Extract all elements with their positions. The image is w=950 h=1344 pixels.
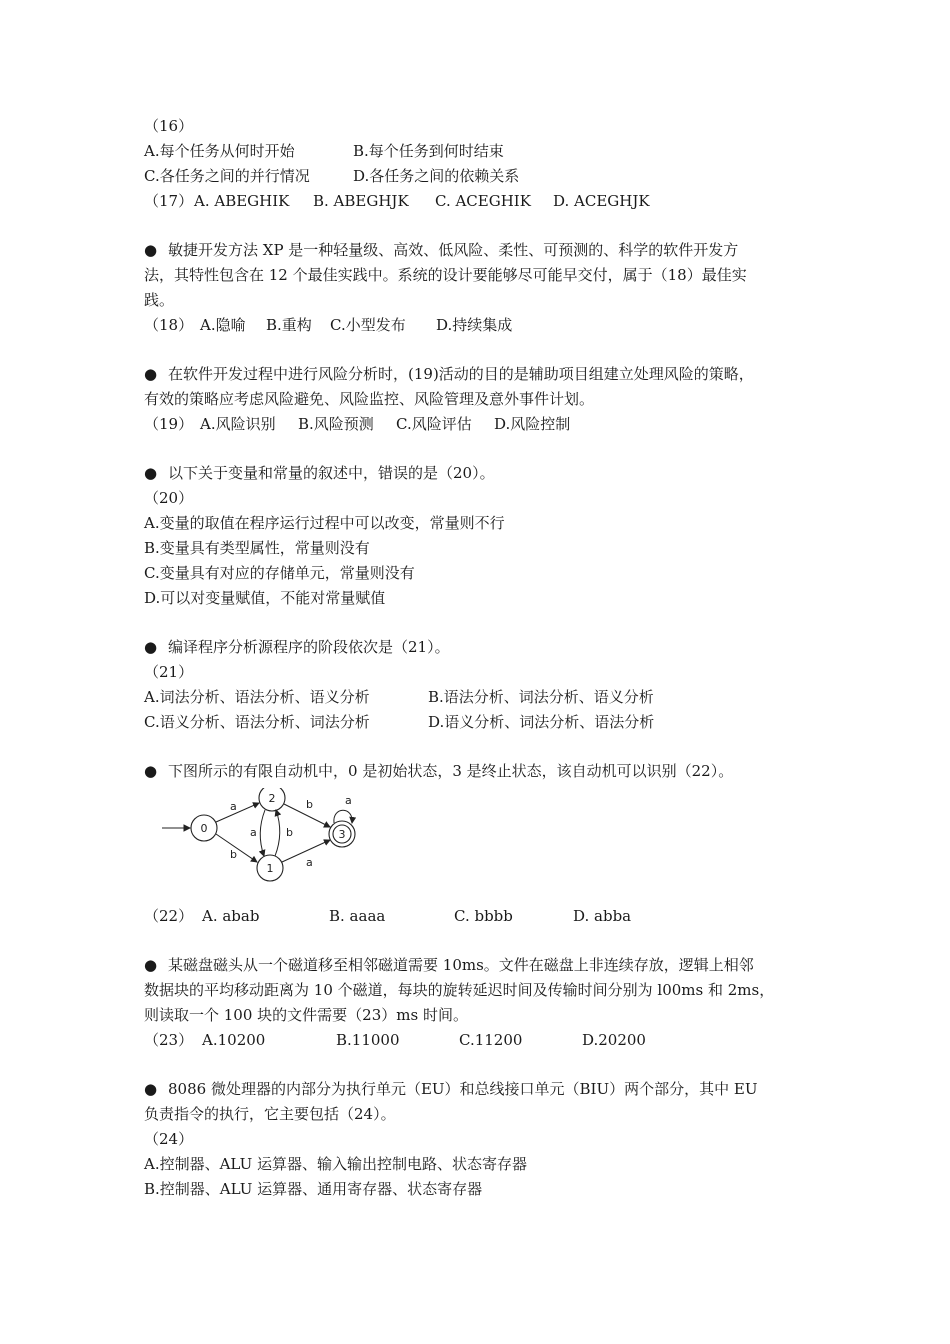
fsm-edge-3-3-label: a xyxy=(345,794,352,807)
bullet-icon: ● xyxy=(144,762,158,780)
q19-option-c: C.风险评估 xyxy=(396,415,472,433)
q18-stem-line-1: ● 敏捷开发方法 XP 是一种轻量级、高效、低风险、柔性、可预测的、科学的软件开发方 xyxy=(144,238,824,263)
fsm-edge-1-3-label: a xyxy=(306,856,313,869)
fsm-edge-2-3-label: b xyxy=(306,798,313,811)
q23-stem-line-3: 则读取一个 100 块的文件需要（23）ms 时间。 xyxy=(144,1006,468,1024)
fsm-state-1-label: 1 xyxy=(266,862,274,875)
q19-stem-line-2: 有效的策略应考虑风险避免、风险监控、风险管理及意外事件计划。 xyxy=(144,390,595,408)
fsm-state-2-label: 2 xyxy=(268,792,276,805)
bullet-icon: ● xyxy=(144,464,158,482)
fsm-edge-1-2 xyxy=(275,810,280,856)
bullet-icon: ● xyxy=(144,638,158,656)
q19-option-a: A.风险识别 xyxy=(200,415,276,433)
q16-label: （16） xyxy=(144,117,194,135)
q23-options xyxy=(144,1028,824,1053)
bullet-icon: ● xyxy=(144,956,158,974)
q23-option-b: B.11000 xyxy=(336,1031,400,1049)
q16-options-cd xyxy=(144,164,824,189)
q16-option-b: B.每个任务到何时结束 xyxy=(353,142,504,160)
q18-options xyxy=(144,313,824,338)
q22-option-c: C. bbbb xyxy=(454,907,513,925)
q23-option-a: A.10200 xyxy=(202,1031,266,1049)
q22-stem-line-1: ● 下图所示的有限自动机中，0 是初始状态，3 是终止状态，该自动机可以识别（22）。 xyxy=(144,759,824,784)
q21-label: （21） xyxy=(144,663,194,681)
q19-options xyxy=(144,412,824,437)
q20-stem-line-1: ● 以下关于变量和常量的叙述中，错误的是（20）。 xyxy=(144,461,824,486)
q17-options xyxy=(144,189,824,214)
q20-option-b: B.变量具有类型属性，常量则没有 xyxy=(144,539,370,557)
q19-stem-line-1: ● 在软件开发过程中进行风险分析时，(19)活动的目的是辅助项目组建立处理风险的策略， xyxy=(144,362,824,387)
q18-stem-line-2: 法，其特性包含在 12 个最佳实践中。系统的设计要能够尽可能早交付，属于（18）最佳实 xyxy=(144,266,747,284)
q16-option-a: A.每个任务从何时开始 xyxy=(144,142,295,160)
q22-options xyxy=(144,904,824,929)
q22-label: （22） xyxy=(144,907,194,925)
q21-option-a: A.词法分析、语法分析、语义分析 xyxy=(144,688,370,706)
q18-option-d: D.持续集成 xyxy=(436,316,513,334)
q18-option-a: A.隐喻 xyxy=(200,316,246,334)
q17-option-a: A. ABEGHIK xyxy=(194,192,290,210)
q20-label: （20） xyxy=(144,489,194,507)
bullet-icon: ● xyxy=(144,1080,158,1098)
q19-option-b: B.风险预测 xyxy=(298,415,374,433)
fsm-state-0-label: 0 xyxy=(200,822,208,835)
fsm-edge-2-1-label: a xyxy=(250,826,257,839)
q17-option-c: C. ACEGHIK xyxy=(435,192,531,210)
q24-option-b: B.控制器、ALU 运算器、通用寄存器、状态寄存器 xyxy=(144,1180,483,1198)
q21-option-c: C.语义分析、语法分析、词法分析 xyxy=(144,713,370,731)
fsm-state-3-label: 3 xyxy=(338,828,346,841)
q21-stem-line-1: ● 编译程序分析源程序的阶段依次是（21）。 xyxy=(144,635,824,660)
q17-option-b: B. ABEGHJK xyxy=(313,192,409,210)
q23-stem-line-1: ● 某磁盘磁头从一个磁道移至相邻磁道需要 10ms。文件在磁盘上非连续存放，逻辑上相邻 xyxy=(144,953,824,978)
fsm-edge-0-2-label: a xyxy=(230,800,237,813)
q23-label: （23） xyxy=(144,1031,194,1049)
q24-stem-line-2: 负责指令的执行，它主要包括（24）。 xyxy=(144,1105,396,1123)
q18-stem-line-3: 践。 xyxy=(144,291,175,309)
fsm-edge-0-2 xyxy=(216,803,259,822)
q21-option-b: B.语法分析、词法分析、语义分析 xyxy=(428,688,654,706)
q19-label: （19） xyxy=(144,415,194,433)
fsm-edge-2-1 xyxy=(260,810,265,856)
q22-option-d: D. abba xyxy=(573,907,632,925)
document-page xyxy=(144,114,824,1202)
q17-label: （17） xyxy=(144,192,194,210)
q22-option-a: A. abab xyxy=(202,907,260,925)
fsm-edge-0-1-label: b xyxy=(230,848,237,861)
q16-options-ab xyxy=(144,139,824,164)
q21-option-d: D.语义分析、词法分析、语法分析 xyxy=(428,713,655,731)
q24-stem-line-1: ● 8086 微处理器的内部分为执行单元（EU）和总线接口单元（BIU）两个部分，其中 EU xyxy=(144,1077,824,1102)
q23-option-c: C.11200 xyxy=(459,1031,523,1049)
bullet-icon: ● xyxy=(144,241,158,259)
q23-option-d: D.20200 xyxy=(582,1031,646,1049)
q17-option-d: D. ACEGHJK xyxy=(553,192,650,210)
q16-option-d: D.各任务之间的依赖关系 xyxy=(353,167,520,185)
fsm-svg xyxy=(162,788,402,898)
q18-option-c: C.小型发布 xyxy=(330,316,406,334)
bullet-icon: ● xyxy=(144,365,158,383)
q23-stem-line-2: 数据块的平均移动距离为 10 个磁道，每块的旋转延迟时间及传输时间分别为 l00ms 和 2ms， xyxy=(144,981,775,999)
q21-options-cd xyxy=(144,710,824,735)
q24-label: （24） xyxy=(144,1130,194,1148)
q20-option-c: C.变量具有对应的存储单元，常量则没有 xyxy=(144,564,415,582)
q21-options-ab xyxy=(144,685,824,710)
q18-label: （18） xyxy=(144,316,194,334)
q16-option-c: C.各任务之间的并行情况 xyxy=(144,167,310,185)
fsm-edge-1-2-label: b xyxy=(286,826,293,839)
q20-option-d: D.可以对变量赋值，不能对常量赋值 xyxy=(144,589,386,607)
q24-option-a: A.控制器、ALU 运算器、输入输出控制电路、状态寄存器 xyxy=(144,1155,527,1173)
q19-option-d: D.风险控制 xyxy=(494,415,571,433)
q22-option-b: B. aaaa xyxy=(329,907,386,925)
finite-automaton-diagram xyxy=(144,788,824,898)
q18-option-b: B.重构 xyxy=(266,316,312,334)
q20-option-a: A.变量的取值在程序运行过程中可以改变，常量则不行 xyxy=(144,514,505,532)
